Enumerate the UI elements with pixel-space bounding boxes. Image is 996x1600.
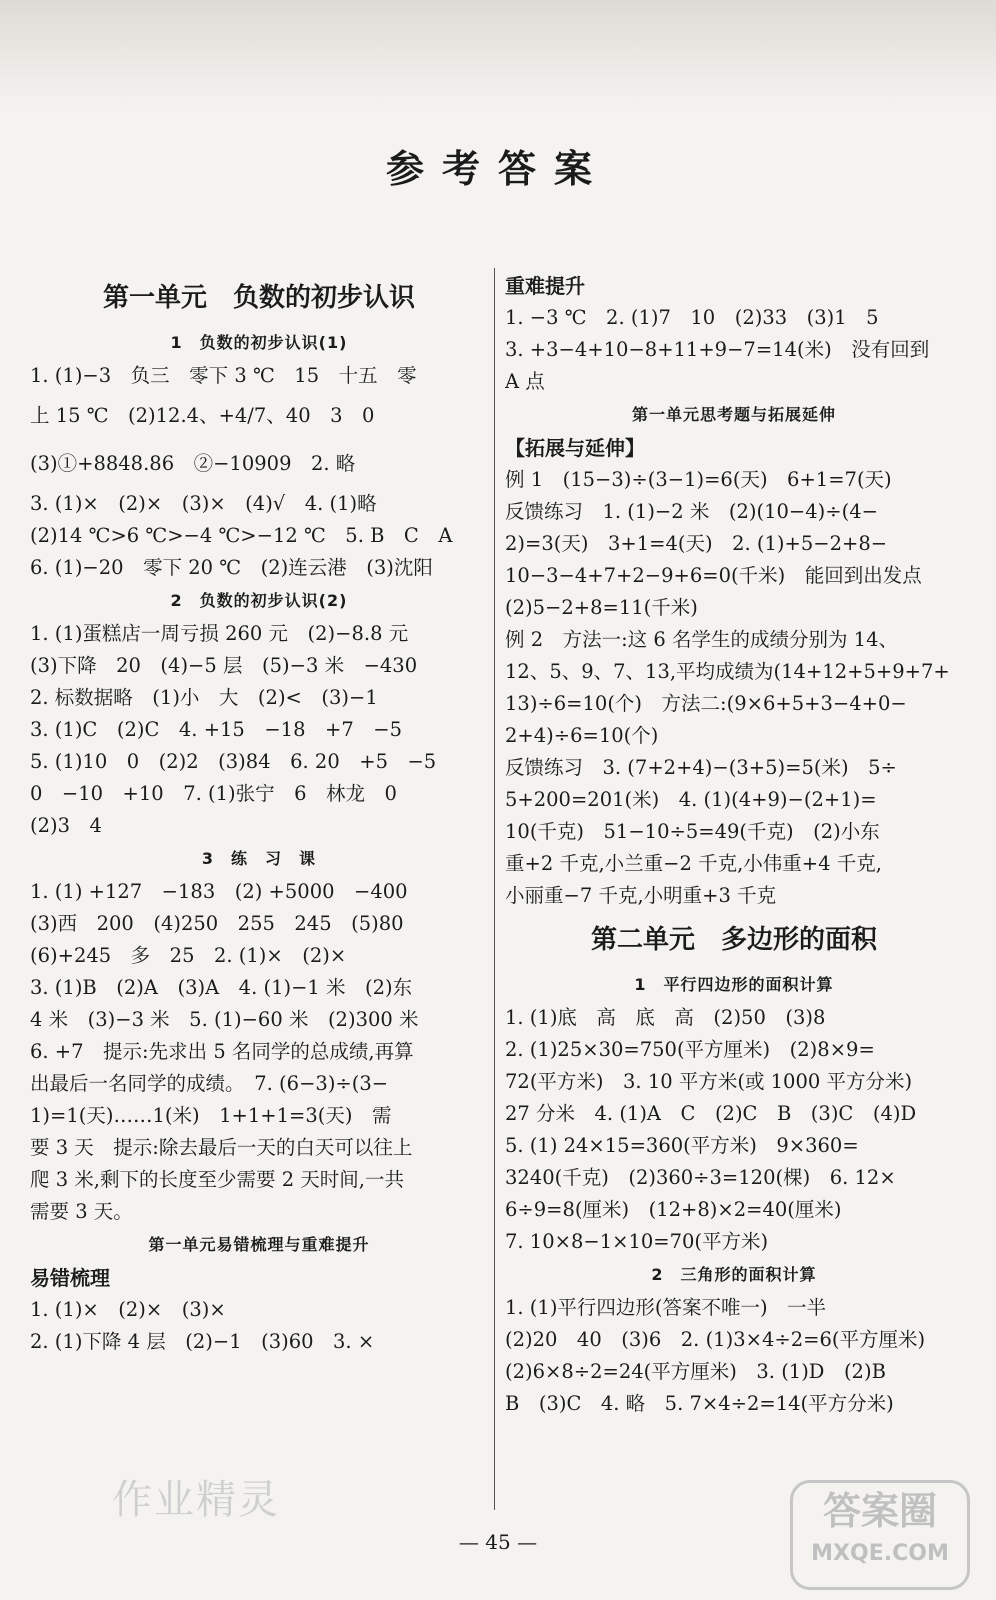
watermark-left: 作业精灵 [112, 1477, 280, 1523]
answer-line: 5. (1) 24×15=360(平方米) 9×360= [505, 1134, 859, 1157]
answer-line: 1. (1)底 高 底 高 (2)50 (3)8 [505, 1006, 826, 1029]
answer-line: 出最后一名同学的成绩。 7. (6−3)÷(3− [30, 1072, 389, 1095]
answer-line: 小丽重−7 千克,小明重+3 千克 [505, 884, 777, 907]
answer-line: 3. (1)C (2)C 4. +15 −18 +7 −5 [30, 718, 402, 741]
answer-line: 1. (1)× (2)× (3)× [30, 1298, 226, 1321]
answer-line: (3)①+8848.86 ②−10909 2. 略 [30, 452, 356, 475]
answer-line: 重+2 千克,小兰重−2 千克,小伟重+4 千克, [505, 852, 882, 875]
answer-line: 1. (1)蛋糕店一周亏损 260 元 (2)−8.8 元 [30, 622, 409, 645]
page-title: 参考答案 [385, 147, 610, 191]
answer-line: (2)20 40 (3)6 2. (1)3×4÷2=6(平方厘米) [505, 1328, 926, 1351]
section-heading: 第一单元易错梳理与重难提升 [148, 1235, 370, 1254]
watermark-right-text: 答案圈 [822, 1489, 937, 1533]
answer-line: 5+200=201(米) 4. (1)(4+9)−(2+1)= [505, 788, 877, 811]
answer-line: 2+4)÷6=10(个) [505, 724, 659, 747]
answer-line: 4 米 (3)−3 米 5. (1)−60 米 (2)300 米 [30, 1008, 419, 1031]
answer-line: 12、5、9、7、13,平均成绩为(14+12+5+9+7+ [505, 660, 950, 683]
unit-heading: 第一单元 负数的初步认识 [102, 283, 415, 313]
answer-line: 需要 3 天。 [30, 1200, 133, 1223]
subsection-heading: 重难提升 [505, 274, 585, 298]
answer-line: 1. (1)平行四边形(答案不唯一) 一半 [505, 1296, 827, 1319]
unit-heading: 第二单元 多边形的面积 [590, 925, 877, 955]
section-heading: 1 负数的初步认识(1) [170, 333, 348, 352]
section-heading: 3 练 习 课 [201, 849, 317, 868]
answer-line: A 点 [505, 370, 545, 393]
answer-line: 13)÷6=10(个) 方法二:(9×6+5+3−4+0− [505, 692, 907, 715]
answer-line: 1. (1) +127 −183 (2) +5000 −400 [30, 880, 408, 903]
answer-line: 1. (1)−3 负三 零下 3 ℃ 15 十五 零 [30, 364, 417, 387]
answer-line: 上 15 ℃ (2)12.4、+4/7、40 3 0 [30, 404, 375, 427]
answer-line: 爬 3 米,剩下的长度至少需要 2 天时间,一共 [30, 1168, 405, 1191]
answer-line: 反馈练习 3. (7+2+4)−(3+5)=5(米) 5÷ [505, 756, 897, 779]
answer-line: 1)=1(天)……1(米) 1+1+1=3(天) 需 [30, 1104, 392, 1127]
answer-line: 6. (1)−20 零下 20 ℃ (2)连云港 (3)沈阳 [30, 556, 433, 579]
answer-line: 6÷9=8(厘米) (12+8)×2=40(厘米) [505, 1198, 842, 1221]
answer-line: 2. (1)25×30=750(平方厘米) (2)8×9= [505, 1038, 875, 1061]
page-number: — 45 — [458, 1530, 538, 1554]
right-column [505, 270, 963, 1420]
answer-line: 1. −3 ℃ 2. (1)7 10 (2)33 (3)1 5 [505, 306, 879, 329]
answer-line: 10(千克) 51−10÷5=49(千克) (2)小东 [505, 820, 880, 843]
answer-line: (3)下降 20 (4)−5 层 (5)−3 米 −430 [30, 654, 418, 677]
answer-line: 反馈练习 1. (1)−2 米 (2)(10−4)÷(4− [505, 500, 878, 523]
answer-line: 3. (1)B (2)A (3)A 4. (1)−1 米 (2)东 [30, 976, 413, 999]
answer-line: 3. (1)× (2)× (3)× (4)√ 4. (1)略 [30, 492, 377, 515]
scan-shadow [0, 0, 996, 110]
subsection-heading: 易错梳理 [30, 1266, 110, 1290]
answer-line: 例 1 (15−3)÷(3−1)=6(天) 6+1=7(天) [505, 468, 892, 491]
answer-line: 2)=3(天) 3+1=4(天) 2. (1)+5−2+8− [505, 532, 888, 555]
section-heading: 2 负数的初步认识(2) [170, 591, 348, 610]
watermark-right-logo [790, 1480, 970, 1590]
answer-line: B (3)C 4. 略 5. 7×4÷2=14(平方分米) [505, 1392, 894, 1415]
answer-line: (3)西 200 (4)250 255 245 (5)80 [30, 912, 404, 935]
answer-line: (2)6×8÷2=24(平方厘米) 3. (1)D (2)B [505, 1360, 886, 1383]
answer-line: 要 3 天 提示:除去最后一天的白天可以往上 [30, 1136, 413, 1159]
answer-line: (2)5−2+8=11(千米) [505, 596, 698, 619]
column-divider [494, 268, 495, 1510]
answer-line: 2. (1)下降 4 层 (2)−1 (3)60 3. × [30, 1330, 375, 1353]
answer-line: (6)+245 多 25 2. (1)× (2)× [30, 944, 347, 967]
answer-line: 3. +3−4+10−8+11+9−7=14(米) 没有回到 [505, 338, 930, 361]
section-heading: 1 平行四边形的面积计算 [634, 975, 834, 994]
subsection-heading: 【拓展与延伸】 [505, 436, 645, 460]
answer-line: 3240(千克) (2)360÷3=120(棵) 6. 12× [505, 1166, 896, 1189]
answer-line: (2)3 4 [30, 814, 102, 837]
answer-line: 6. +7 提示:先求出 5 名同学的总成绩,再算 [30, 1040, 414, 1063]
answer-line: 2. 标数据略 (1)小 大 (2)< (3)−1 [30, 686, 378, 709]
answer-line: 7. 10×8−1×10=70(平方米) [505, 1230, 769, 1253]
answer-line: 10−3−4+7+2−9+6=0(千米) 能回到出发点 [505, 564, 922, 587]
section-heading: 2 三角形的面积计算 [651, 1265, 817, 1284]
left-column [30, 270, 488, 1358]
watermark-right-url: MXQE.COM [811, 1541, 949, 1566]
answer-line: 0 −10 +10 7. (1)张宁 6 林龙 0 [30, 782, 397, 805]
answer-line: 5. (1)10 0 (2)2 (3)84 6. 20 +5 −5 [30, 750, 437, 773]
answer-line: (2)14 ℃>6 ℃>−4 ℃>−12 ℃ 5. B C A [30, 524, 453, 547]
answer-line: 72(平方米) 3. 10 平方米(或 1000 平方分米) [505, 1070, 913, 1093]
section-heading: 第一单元思考题与拓展延伸 [631, 405, 836, 424]
answer-line: 例 2 方法一:这 6 名学生的成绩分别为 14、 [505, 628, 898, 651]
answer-line: 27 分米 4. (1)A C (2)C B (3)C (4)D [505, 1102, 917, 1125]
